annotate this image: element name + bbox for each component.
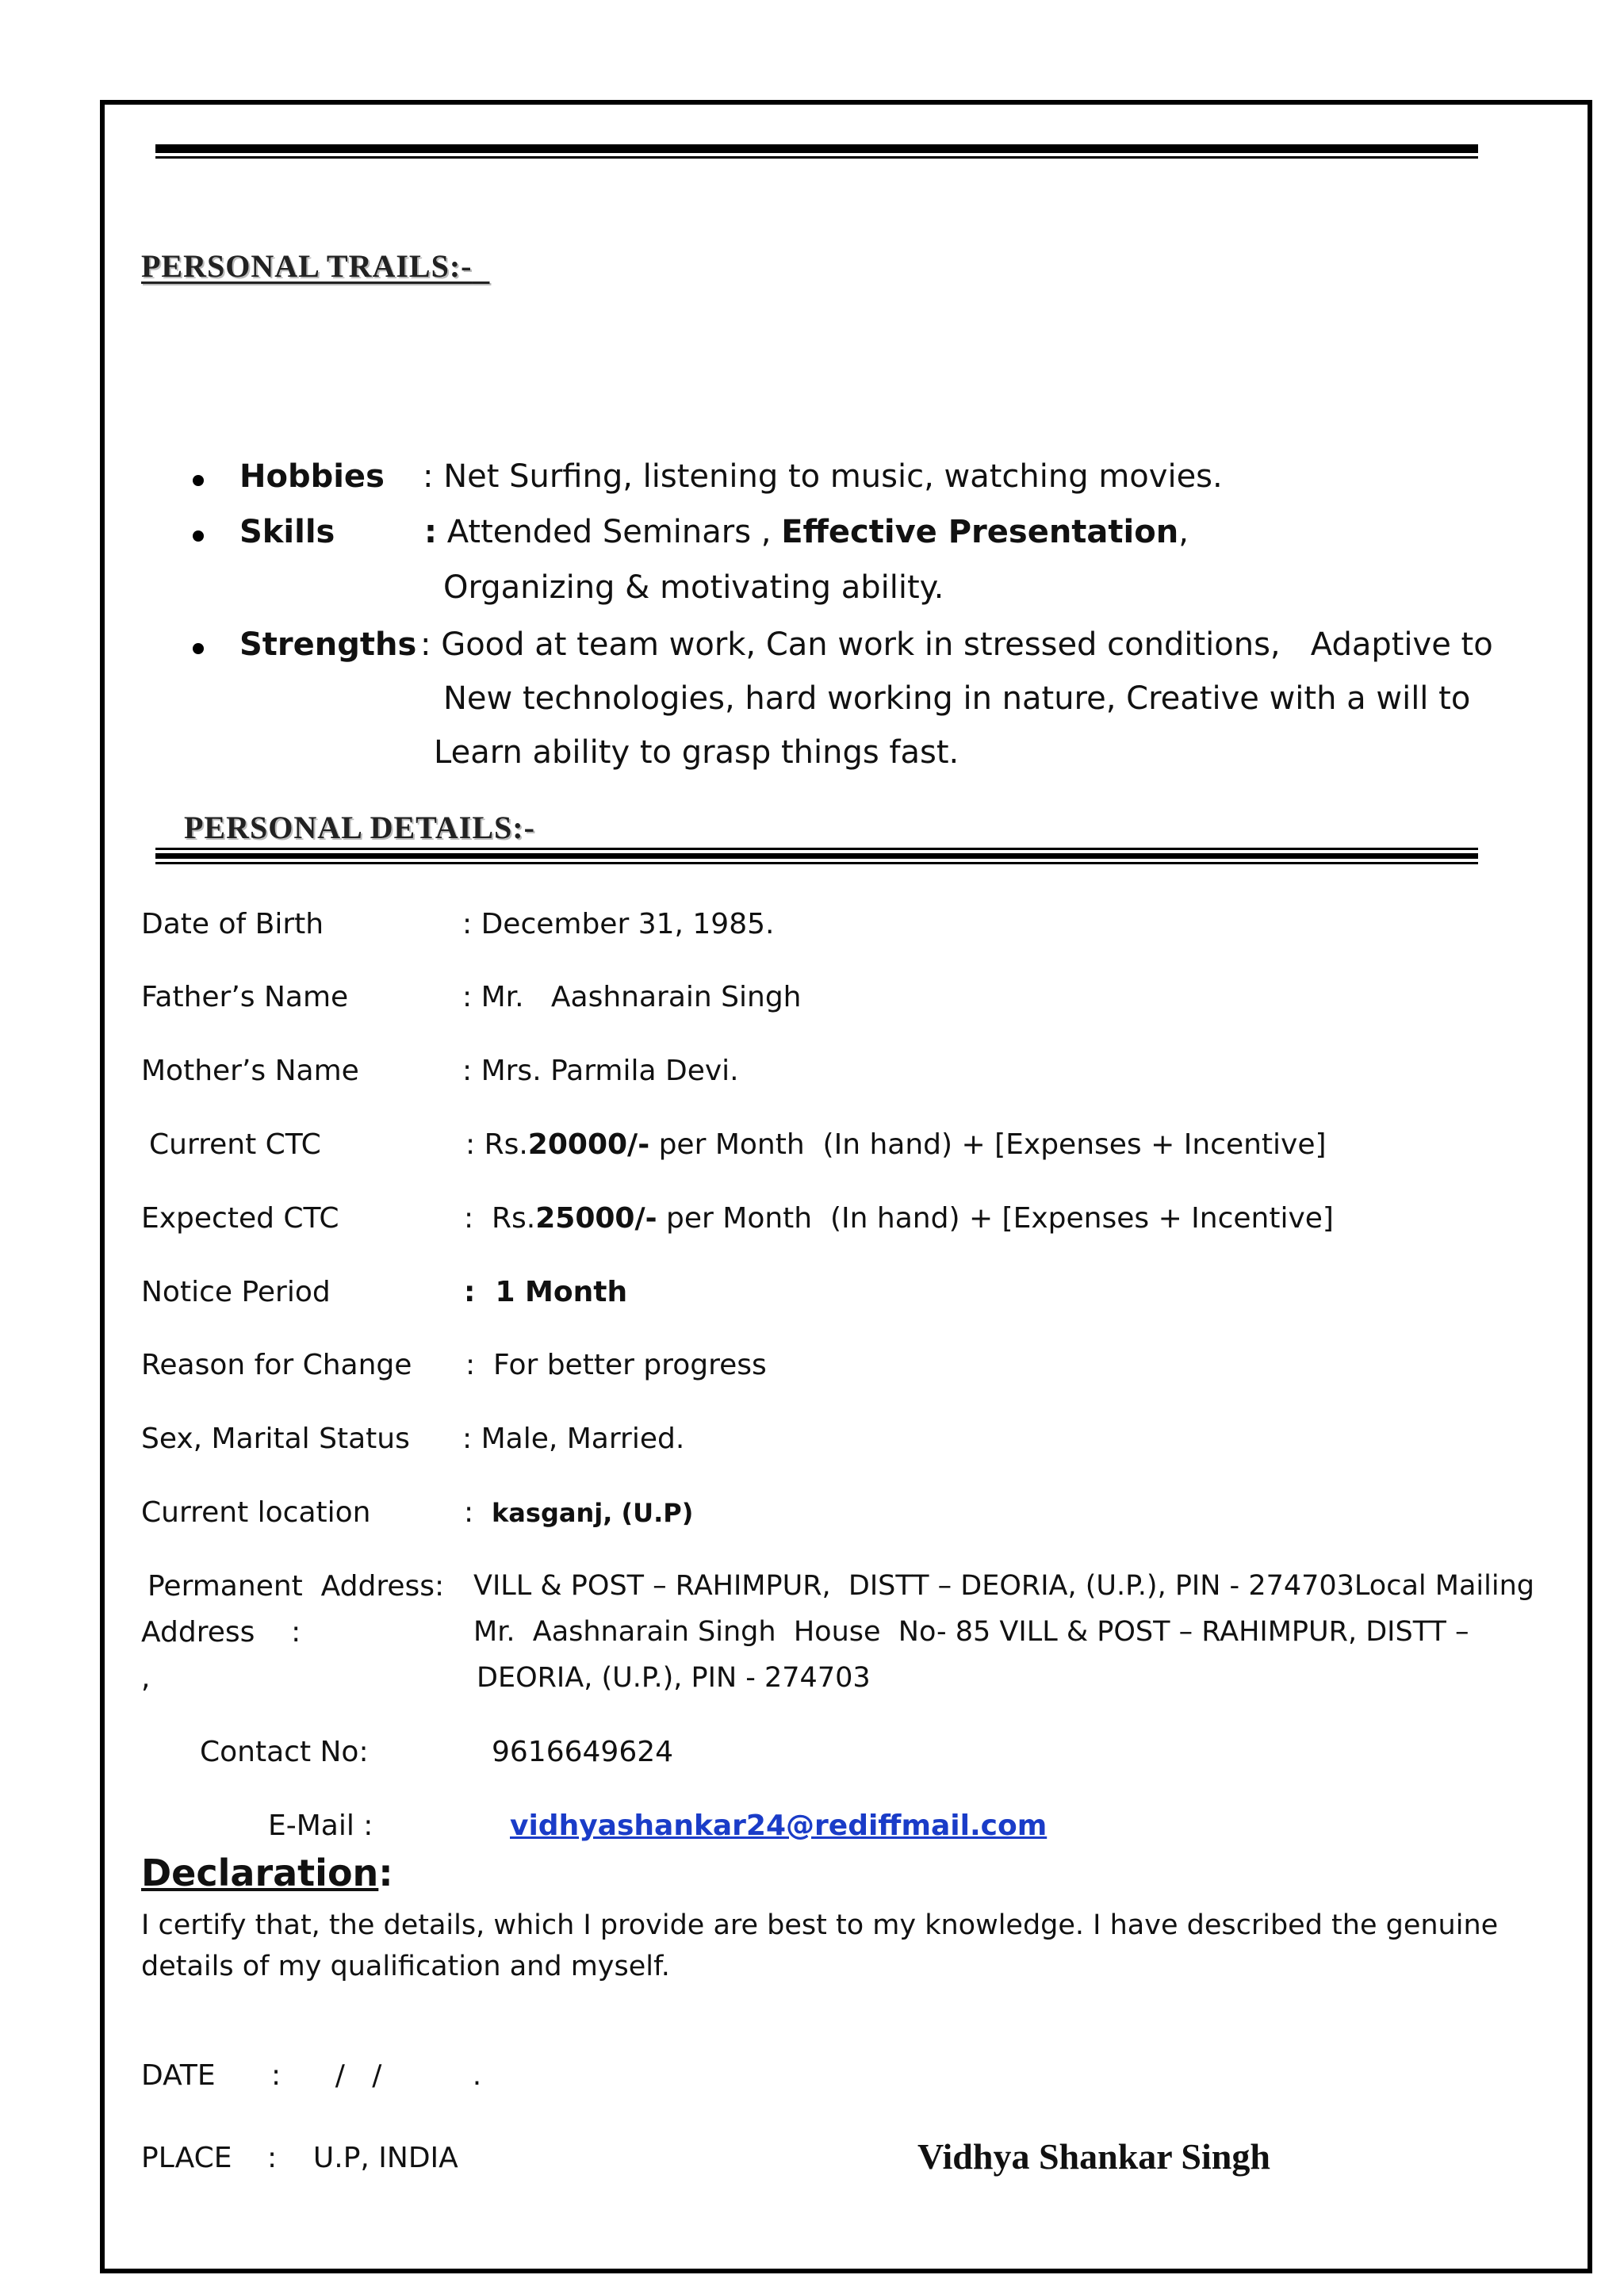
top-divider bbox=[155, 144, 1478, 159]
permanent-address-line2: Mr. Aashnarain Singh House No- 85 VILL & POST – RAHIMPUR, DISTT – bbox=[473, 1616, 1469, 1648]
strengths-line1: : Good at team work, Can work in stressed conditions, Adaptive to bbox=[420, 626, 1493, 663]
hobbies-label: Hobbies bbox=[239, 458, 385, 495]
signature-name: Vidhya Shankar Singh bbox=[917, 2136, 1270, 2177]
skills-label: Skills bbox=[239, 514, 335, 550]
address-label: Address : bbox=[141, 1616, 301, 1649]
skills-colon: : bbox=[424, 514, 437, 550]
permanent-address-label: Permanent Address: bbox=[147, 1570, 445, 1603]
expected-ctc-value: : Rs.25000/- per Month (In hand) + [Expenses + Incentive] bbox=[464, 1202, 1334, 1235]
skills-text-a: Attended Seminars , bbox=[446, 514, 782, 550]
mother-label: Mother’s Name bbox=[141, 1055, 359, 1087]
sex-label: Sex, Marital Status bbox=[141, 1423, 410, 1455]
mother-value: : Mrs. Parmila Devi. bbox=[462, 1055, 739, 1087]
personal-trails-heading: PERSONAL TRAILS:- bbox=[141, 248, 473, 284]
declaration-heading: Declaration: bbox=[141, 1852, 393, 1894]
notice-value: : 1 Month bbox=[464, 1276, 628, 1308]
email-label: E-Mail : bbox=[268, 1810, 373, 1842]
personal-details-heading: PERSONAL DETAILS:- bbox=[184, 810, 535, 845]
current-ctc-label: Current CTC bbox=[149, 1128, 321, 1161]
declaration-line2: details of my qualification and myself. bbox=[141, 1951, 670, 1982]
father-value: : Mr. Aashnarain Singh bbox=[462, 981, 802, 1013]
sex-value: : Male, Married. bbox=[462, 1423, 685, 1455]
hobbies-value: : Net Surfing, listening to music, watching movies. bbox=[423, 458, 1223, 495]
current-ctc-value: : Rs.20000/- per Month (In hand) + [Expenses + Incentive] bbox=[465, 1128, 1327, 1161]
skills-text-bold: Effective Presentation bbox=[781, 514, 1179, 550]
details-divider bbox=[155, 848, 1478, 864]
place-label: PLACE bbox=[141, 2142, 232, 2174]
date-label: DATE bbox=[141, 2059, 216, 2092]
permanent-address-line3: DEORIA, (U.P.), PIN - 274703 bbox=[477, 1662, 871, 1694]
strengths-label: Strengths bbox=[239, 626, 417, 663]
skills-text-b: , bbox=[1178, 514, 1189, 550]
permanent-address-line1: VILL & POST – RAHIMPUR, DISTT – DEORIA, (U.P.), PIN - 274703Local Mailing bbox=[473, 1570, 1534, 1602]
bullet-icon bbox=[193, 530, 204, 542]
expected-ctc-label: Expected CTC bbox=[141, 1202, 339, 1235]
date-value: : / / . bbox=[271, 2059, 482, 2092]
page-border bbox=[100, 100, 1592, 2273]
skills-line2: Organizing & motivating ability. bbox=[443, 569, 944, 606]
contact-value: 9616649624 bbox=[492, 1736, 674, 1768]
dob-value: : December 31, 1985. bbox=[462, 908, 775, 940]
bullet-icon bbox=[193, 643, 204, 654]
location-value: : kasganj, (U.P) bbox=[464, 1496, 694, 1529]
strengths-line2: New technologies, hard working in nature, Creative with a will to bbox=[443, 680, 1471, 717]
place-value: : U.P, INDIA bbox=[267, 2142, 458, 2174]
father-label: Father’s Name bbox=[141, 981, 349, 1013]
address-comma: , bbox=[141, 1662, 151, 1695]
skills-value bbox=[424, 514, 1189, 550]
bullet-icon bbox=[193, 475, 204, 486]
notice-label: Notice Period bbox=[141, 1276, 331, 1308]
email-link[interactable]: vidhyashankar24@rediffmail.com bbox=[510, 1810, 1048, 1842]
contact-label: Contact No: bbox=[200, 1736, 369, 1768]
strengths-line3: Learn ability to grasp things fast. bbox=[434, 734, 959, 771]
location-label: Current location bbox=[141, 1496, 371, 1529]
dob-label: Date of Birth bbox=[141, 908, 324, 940]
declaration-line1: I certify that, the details, which I provide are best to my knowledge. I have described the genuine bbox=[141, 1909, 1499, 1941]
reason-label: Reason for Change bbox=[141, 1349, 412, 1381]
reason-value: : For better progress bbox=[465, 1349, 767, 1381]
